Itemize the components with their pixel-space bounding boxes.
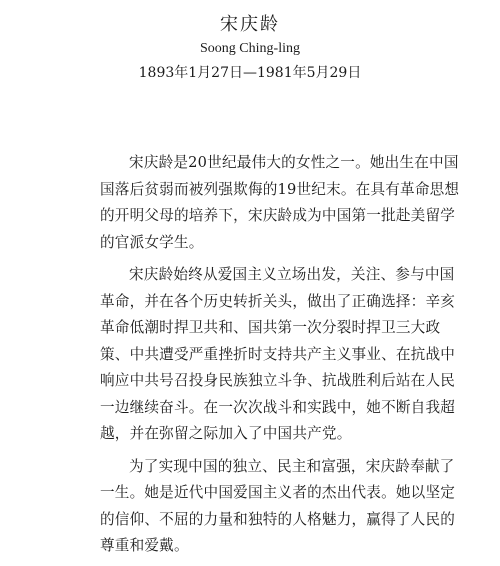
text-line: 策、中共遭受严重挫折时支持共产主义事业、在抗战中 [100, 345, 456, 363]
text-line: 一边继续奋斗。在一次次战斗和实践中，她不断自我超 [100, 398, 456, 416]
text-line: 越，并在弥留之际加入了中国共产党。 [100, 425, 352, 442]
text-line: 革命低潮时捍卫共和、国共第一次分裂时捍卫三大政 [100, 319, 441, 336]
text-line: 一生。她是近代中国爱国主义者的杰出代表。她以坚定 [100, 484, 456, 501]
text-line: 宋庆龄始终从爱国主义立场出发，关注、参与中国 [129, 266, 455, 283]
page-subtitle: Soong Ching-ling [200, 41, 300, 56]
paragraph-3 [100, 454, 484, 560]
text-line: 的信仰、不屈的力量和独特的人格魅力，赢得了人民的 [100, 510, 456, 528]
paragraph-1 [100, 150, 484, 256]
life-dates: 1893年1月27日—1981年5月29日 [138, 65, 362, 81]
page-title: 宋庆龄 [220, 14, 280, 35]
text-line: 宋庆龄是20世纪最伟大的女性之一。她出生在中国 [129, 154, 459, 171]
paragraph-2 [100, 262, 484, 448]
body-text [100, 150, 484, 566]
text-line: 响应中共号召投身民族独立斗争、抗战胜利后站在人民 [100, 372, 456, 389]
text-line: 革命，并在各个历史转折关头，做出了正确选择：辛亥 [100, 292, 456, 310]
text-line: 国落后贫弱而被列强欺侮的19世纪末。在具有革命思想 [100, 180, 460, 198]
text-line: 为了实现中国的独立、民主和富强，宋庆龄奉献了 [129, 457, 455, 475]
text-line: 的官派女学生。 [100, 233, 204, 251]
text-line: 尊重和爱戴。 [100, 537, 189, 554]
text-line: 的开明父母的培养下，宋庆龄成为中国第一批赴美留学 [100, 207, 456, 224]
